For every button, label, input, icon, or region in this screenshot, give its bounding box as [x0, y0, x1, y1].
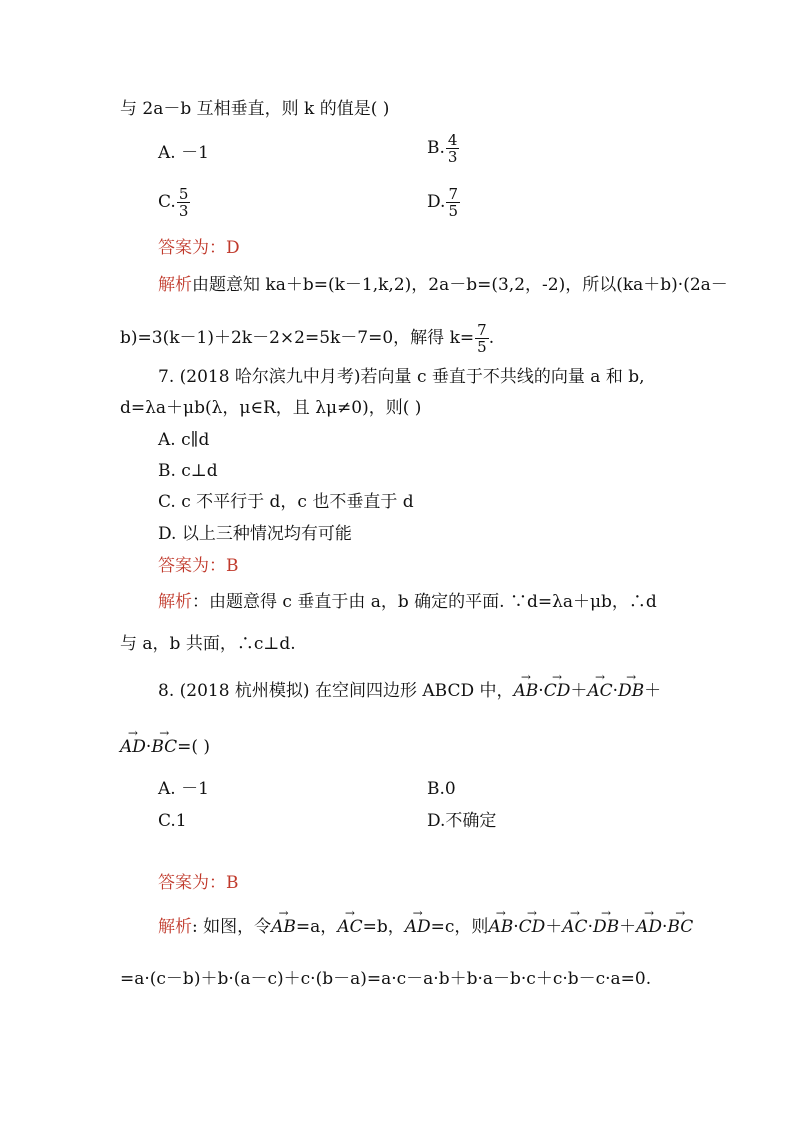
solution-text: =c，则 [430, 917, 489, 937]
question-text: 与 2a－b 互相垂直，则 k 的值是( ) [120, 99, 390, 119]
vector-label: → BC [667, 916, 693, 938]
solution-text: =b， [362, 917, 405, 937]
option-text: D. 以上三种情况均有可能 [158, 524, 352, 544]
vector-label: → AC [587, 680, 612, 702]
answer-text: 答案为：D [158, 238, 240, 258]
question-text: d=λa＋μb(λ，μ∈R，且 λμ≠0)，则( ) [120, 398, 422, 418]
question-8-line-2: → AD·→ BC=( ) [120, 736, 210, 758]
q7-option-d [158, 523, 352, 545]
option-d-prefix: D. [427, 192, 446, 212]
vector-label: → DB [593, 916, 619, 938]
option-b-prefix: B. [427, 138, 445, 158]
solution-text: 由题意知 ka＋b=(k－1,k,2)，2a－b=(3,2，-2)，所以(ka＋b)·(2a－ [192, 275, 728, 295]
fraction-denominator: 5 [477, 338, 487, 356]
solution-label: 解析 [158, 275, 192, 295]
vector-label: → AC [337, 916, 362, 938]
answer-text: 答案为：B [158, 556, 239, 576]
option-b-fraction [446, 132, 460, 165]
vector-label: → AC [562, 916, 587, 938]
question-text: =( ) [177, 737, 211, 757]
solution-text: =a， [295, 917, 338, 937]
option-b [427, 132, 459, 165]
solution-line: 解析: 如图，令→ AB=a，→ AC=b，→ AD=c，则→ AB·→ CD＋→ AC·→ DB＋→ AD·→ BC [158, 916, 693, 938]
solution-label: 解析 [158, 592, 192, 612]
q7-option-c [158, 491, 414, 513]
answer-text: 答案为：B [158, 873, 239, 893]
option-d-fraction [446, 186, 460, 219]
fraction-numerator: 7 [448, 185, 458, 203]
option-text: C.1 [158, 811, 187, 831]
fraction-numerator: 7 [477, 321, 487, 339]
vector-label: → AB [488, 916, 513, 938]
q7-option-a [158, 429, 209, 451]
option-text: C. c 不平行于 d，c 也不垂直于 d [158, 492, 414, 512]
solution-line-2 [120, 968, 651, 990]
question-7-line-2 [120, 397, 421, 419]
solution-end: . [488, 328, 495, 348]
vector-label: → AB [271, 916, 296, 938]
q8-option-a [158, 778, 209, 800]
answer-line [158, 237, 240, 259]
fraction-numerator: 5 [178, 185, 189, 203]
solution-line-2 [120, 322, 494, 355]
fraction-denominator: 5 [448, 202, 458, 220]
option-text: B. c⊥d [158, 461, 218, 481]
solution-text: b)=3(k－1)＋2k－2×2=5k－7=0，解得 k= [120, 328, 475, 348]
option-text: A. －1 [158, 779, 209, 799]
solution-fraction [475, 322, 489, 355]
solution-text: ：由题意得 c 垂直于由 a，b 确定的平面. ∵d=λa＋μb，∴d [192, 592, 657, 612]
q7-option-b [158, 460, 218, 482]
vector-label: → DB [618, 680, 644, 702]
q8-option-b [427, 778, 456, 800]
question-7-line-1 [158, 366, 645, 388]
vector-label: → CD [519, 916, 546, 938]
solution-text: 与 a，b 共面，∴c⊥d. [120, 634, 296, 654]
question-text: 7. (2018 哈尔滨九中月考)若向量 c 垂直于不共线的向量 a 和 b, [158, 367, 645, 387]
option-text: D.不确定 [427, 811, 497, 831]
question-8-line-1: 8. (2018 杭州模拟) 在空间四边形 ABCD 中，→ AB·→ CD＋→ AC·→ DB＋ [158, 680, 661, 702]
vector-label: → BC [151, 736, 177, 758]
solution-line-2 [120, 633, 296, 655]
option-c [158, 186, 190, 219]
vector-label: → CD [544, 680, 571, 702]
option-a [158, 142, 209, 164]
solution-text: =a·(c－b)＋b·(a－c)＋c·(b－a)=a·c－a·b＋b·a－b·c＋c·b－c·a=0. [120, 969, 652, 989]
option-a-text: A. －1 [158, 143, 209, 163]
fraction-denominator: 3 [178, 202, 189, 220]
option-d [427, 186, 460, 219]
option-text: B.0 [427, 779, 456, 799]
vector-label: → AB [514, 680, 539, 702]
solution-line [158, 274, 728, 296]
fraction-numerator: 4 [447, 131, 458, 149]
solution-label: 解析 [158, 917, 192, 937]
q8-option-c [158, 810, 187, 832]
question-stem-line [120, 98, 389, 120]
q8-option-d [427, 810, 496, 832]
fraction-denominator: 3 [447, 148, 458, 166]
answer-line [158, 872, 239, 894]
vector-label: → AD [405, 916, 431, 938]
solution-line [158, 591, 657, 613]
question-text: 8. (2018 杭州模拟) 在空间四边形 ABCD 中， [158, 681, 514, 701]
option-text: A. c∥d [158, 430, 210, 450]
solution-text: : 如图，令 [192, 917, 272, 937]
answer-line [158, 555, 239, 577]
vector-label: → AD [636, 916, 662, 938]
vector-label: → AD [120, 736, 146, 758]
option-c-prefix: C. [158, 192, 176, 212]
option-c-fraction [177, 186, 191, 219]
